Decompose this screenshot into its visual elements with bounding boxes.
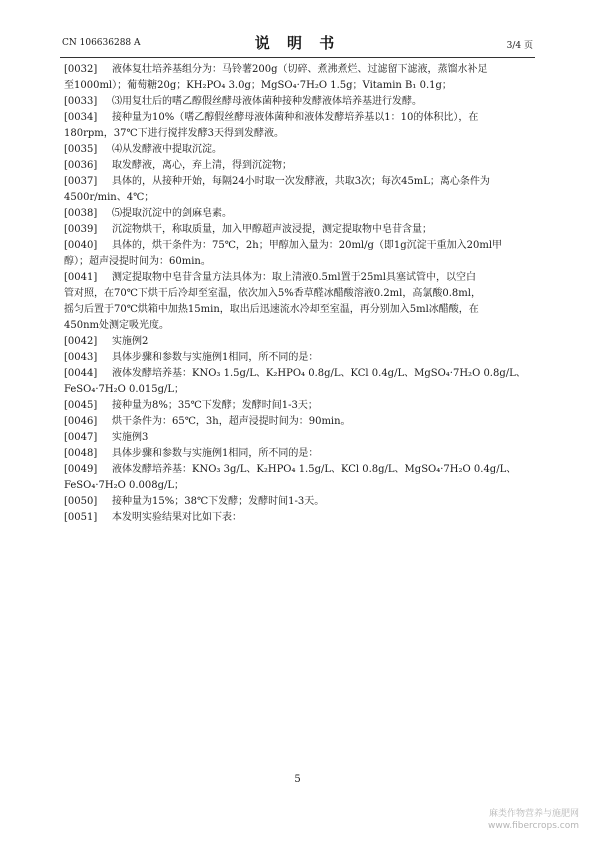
paragraph-continuation bbox=[64, 302, 536, 318]
paragraph-number: [0038] bbox=[64, 208, 98, 219]
paragraph-text: 本发明实验结果对比如下表： bbox=[112, 512, 242, 523]
paragraph-text: 管对照，在70℃下烘干后冷却至室温，依次加入5%香草醛冰醋酸溶液0.2ml，高氯酸0.8ml， bbox=[64, 288, 481, 299]
paragraph bbox=[64, 398, 536, 414]
paragraph-text: 4500r/min、4℃； bbox=[64, 192, 155, 203]
paragraph-text: 实施例2 bbox=[112, 336, 149, 347]
paragraph bbox=[64, 270, 536, 286]
paragraph-text: 实施例3 bbox=[112, 432, 149, 443]
paragraph-number: [0048] bbox=[64, 448, 98, 459]
paragraph-text: 测定提取物中皂苷含量方法具体为：取上清液0.5ml置于25ml具塞试管中，以空白 bbox=[112, 272, 476, 283]
paragraph-number: [0051] bbox=[64, 512, 98, 523]
paragraph-text: 醇）；超声浸提时间为：60min。 bbox=[64, 256, 211, 267]
paragraph bbox=[64, 174, 536, 190]
paragraph-text: 沉淀物烘干，称取质量，加入甲醇超声波浸提，测定提取物中皂苷含量； bbox=[112, 224, 432, 235]
paragraph bbox=[64, 222, 536, 238]
paragraph-text: 180rpm，37℃下进行搅拌发酵3天得到发酵液。 bbox=[64, 128, 285, 139]
paragraph bbox=[64, 238, 536, 254]
paragraph-text: ⑷从发酵液中提取沉淀。 bbox=[112, 144, 222, 155]
watermark-title: 麻类作物营养与施肥网 bbox=[488, 809, 579, 819]
paragraph-text: 具体的，从接种开始，每隔24小时取一次发酵液，共取3次；每次45mL；离心条件为 bbox=[112, 176, 490, 187]
paragraph-number: [0049] bbox=[64, 464, 98, 475]
watermark-url: www.fibercrops.com bbox=[488, 821, 579, 831]
paragraph-text: 烘干条件为：65℃，3h，超声浸提时间为：90min。 bbox=[112, 416, 351, 427]
paragraph-text: 450nm处测定吸光度。 bbox=[64, 320, 170, 331]
document-title: 说 明 书 bbox=[254, 34, 341, 52]
paragraph bbox=[64, 62, 536, 78]
paragraph-number: [0033] bbox=[64, 96, 98, 107]
paragraph-number: [0041] bbox=[64, 272, 98, 283]
paragraph bbox=[64, 206, 536, 222]
paragraph-text: 接种量为15%；38℃下发酵；发酵时间1-3天。 bbox=[112, 496, 325, 507]
watermark bbox=[488, 808, 579, 832]
paragraph-text: 接种量为8%；35℃下发酵；发酵时间1-3天； bbox=[112, 400, 318, 411]
paragraph-continuation bbox=[64, 126, 536, 142]
paragraph-text: 具体步骤和参数与实施例1相同，所不同的是： bbox=[112, 448, 319, 459]
paragraph-number: [0046] bbox=[64, 416, 98, 427]
paragraph-continuation bbox=[64, 382, 536, 398]
paragraph-text: 摇匀后置于70℃烘箱中加热15min，取出后迅速流水冷却至室温，再分别加入5ml冰醋酸，在 bbox=[64, 304, 479, 315]
paragraph bbox=[64, 510, 536, 526]
paragraph-number: [0035] bbox=[64, 144, 98, 155]
paragraph-text: 具体的，烘干条件为：75℃，2h；甲醇加入量为：20ml/g（即1g沉淀干重加入20ml甲 bbox=[112, 240, 503, 251]
paragraph-text: 取发酵液，离心，弃上清，得到沉淀物； bbox=[112, 160, 292, 171]
paragraph-number: [0050] bbox=[64, 496, 98, 507]
paragraph bbox=[64, 462, 536, 478]
paragraph-text: 液体发酵培养基：KNO₃ 1.5g/L、K₂HPO₄ 0.8g/L、KCl 0.4g/L、MgSO₄·7H₂O 0.8g/L、 bbox=[112, 368, 526, 379]
paragraph-continuation bbox=[64, 254, 536, 270]
paragraph-text: 接种量为10%（嗜乙醇假丝酵母液体菌种和液体发酵培养基以1：10的体积比），在 bbox=[112, 112, 479, 123]
document-body bbox=[64, 62, 536, 526]
paragraph-number: [0042] bbox=[64, 336, 98, 347]
paragraph-number: [0036] bbox=[64, 160, 98, 171]
paragraph-continuation bbox=[64, 478, 536, 494]
page-header bbox=[62, 32, 533, 54]
paragraph bbox=[64, 494, 536, 510]
paragraph bbox=[64, 94, 536, 110]
paragraph-number: [0044] bbox=[64, 368, 98, 379]
paragraph bbox=[64, 142, 536, 158]
paragraph-text: FeSO₄·7H₂O 0.015g/L； bbox=[64, 384, 185, 395]
paragraph-number: [0032] bbox=[64, 64, 98, 75]
paragraph bbox=[64, 334, 536, 350]
paragraph bbox=[64, 430, 536, 446]
paragraph-text: ⑸提取沉淀中的剑麻皂素。 bbox=[112, 208, 232, 219]
paragraph-continuation bbox=[64, 78, 536, 94]
paragraph bbox=[64, 414, 536, 430]
paragraph-text: 具体步骤和参数与实施例1相同，所不同的是： bbox=[112, 352, 319, 363]
paragraph-continuation bbox=[64, 190, 536, 206]
paragraph bbox=[64, 110, 536, 126]
paragraph-continuation bbox=[64, 286, 536, 302]
paragraph-number: [0037] bbox=[64, 176, 98, 187]
page-indicator: 3/4 页 bbox=[506, 41, 533, 51]
publication-number: CN 106636288 A bbox=[62, 38, 141, 48]
paragraph-number: [0034] bbox=[64, 112, 98, 123]
paragraph bbox=[64, 350, 536, 366]
paragraph-text: FeSO₄·7H₂O 0.008g/L； bbox=[64, 480, 185, 491]
header-rule bbox=[60, 57, 535, 58]
paragraph-number: [0047] bbox=[64, 432, 98, 443]
page-number: 5 bbox=[294, 774, 301, 785]
paragraph-text: ⑶用复壮后的嗜乙醇假丝酵母液体菌种接种发酵液体培养基进行发酵。 bbox=[112, 96, 422, 107]
paragraph-text: 至1000ml）；葡萄糖20g；KH₂PO₄ 3.0g；MgSO₄·7H₂O 1.5g；Vitamin B₁ 0.1g； bbox=[64, 80, 452, 91]
paragraph bbox=[64, 446, 536, 462]
paragraph-continuation bbox=[64, 318, 536, 334]
paragraph-text: 液体复壮培养基组分为：马铃薯200g（切碎、煮沸煮烂、过滤留下滤液，蒸馏水补足 bbox=[112, 64, 488, 75]
paragraph-number: [0045] bbox=[64, 400, 98, 411]
paragraph-text: 液体发酵培养基：KNO₃ 3g/L、K₂HPO₄ 1.5g/L、KCl 0.8g/L、MgSO₄·7H₂O 0.4g/L、 bbox=[112, 464, 517, 475]
paragraph bbox=[64, 366, 536, 382]
paragraph-number: [0040] bbox=[64, 240, 98, 251]
paragraph-number: [0039] bbox=[64, 224, 98, 235]
paragraph bbox=[64, 158, 536, 174]
paragraph-number: [0043] bbox=[64, 352, 98, 363]
